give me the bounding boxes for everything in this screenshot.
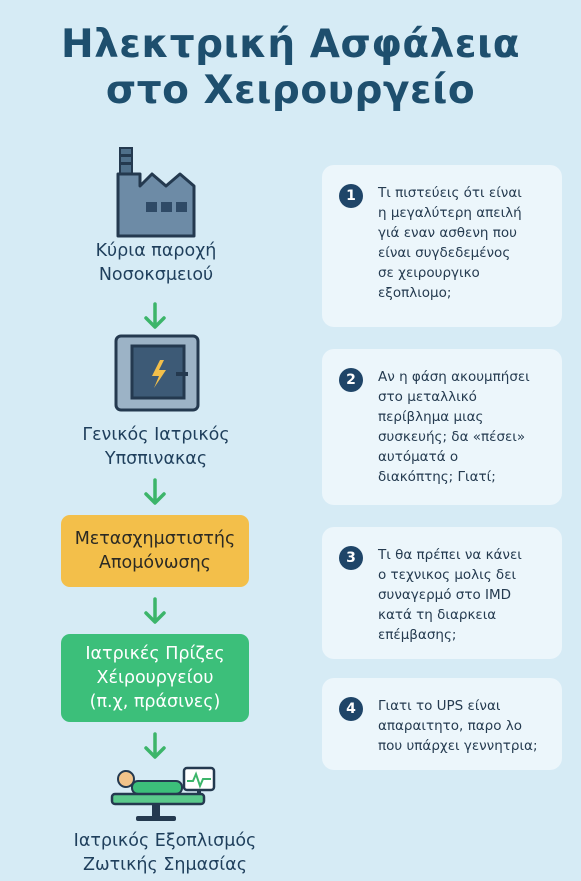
question-number-badge: 2 [339,368,363,392]
step-1-label: Κύρια παροχή Νοσοκσμειού [95,241,217,285]
question-number-badge: 1 [339,184,363,208]
question-number-badge: 4 [339,697,363,721]
question-card-1 [322,165,562,327]
question-card-4 [322,678,562,770]
arrow-down-icon [143,732,167,762]
question-text: Τι πιστεύεις ότι είναι η μεγαλύτερη απειλή γιά εναν ασθενη που είναι συγδεδεμένος σε χειρουργικο εξοπλιομο; [378,185,522,301]
question-number-badge: 3 [339,546,363,570]
arrow-down-icon [143,302,167,332]
page-title [0,22,581,114]
step-5-label: Ιατρικός Εξοπλισμός Ζωτικής Σημασίας [73,831,257,875]
question-text: Γιατι το UPS είναι απαραιτητο, παρο λο που υπάρχει γεννητρια; [378,698,538,754]
step-2-label: Γενικός Ιατρικός Υπσπινακας [82,425,230,469]
title-line-2: στο Χειρουργείο [105,68,476,113]
title-line-1: Ηλεκτρική Ασφάλεια [60,22,521,67]
electrical-panel-icon [114,334,200,412]
question-text: Τι θα πρέπει να κάνει ο τεχνικος μολις δει συναγερμό στο IMD κατά τη διαρκεια επέμβασης; [378,547,522,643]
question-card-2 [322,349,562,505]
question-text: Αν η φάση ακουμπήσει στο μεταλλικό περίβλημα μιας συσκευής; δα «πέσει» αυτόματά ο διακόπτης; Γιατί; [378,369,530,485]
arrow-down-icon [143,597,167,627]
isolation-transformer-box: Μετασχημστιστής Απομόνωσης [61,515,249,587]
arrow-down-icon [143,478,167,508]
patient-monitor-icon [108,766,218,824]
medical-sockets-box: Ιατρικές Πρίζες Χέιρουργείου (π.χ, πράσινες) [61,634,249,722]
factory-icon [114,146,198,238]
question-card-3 [322,527,562,659]
